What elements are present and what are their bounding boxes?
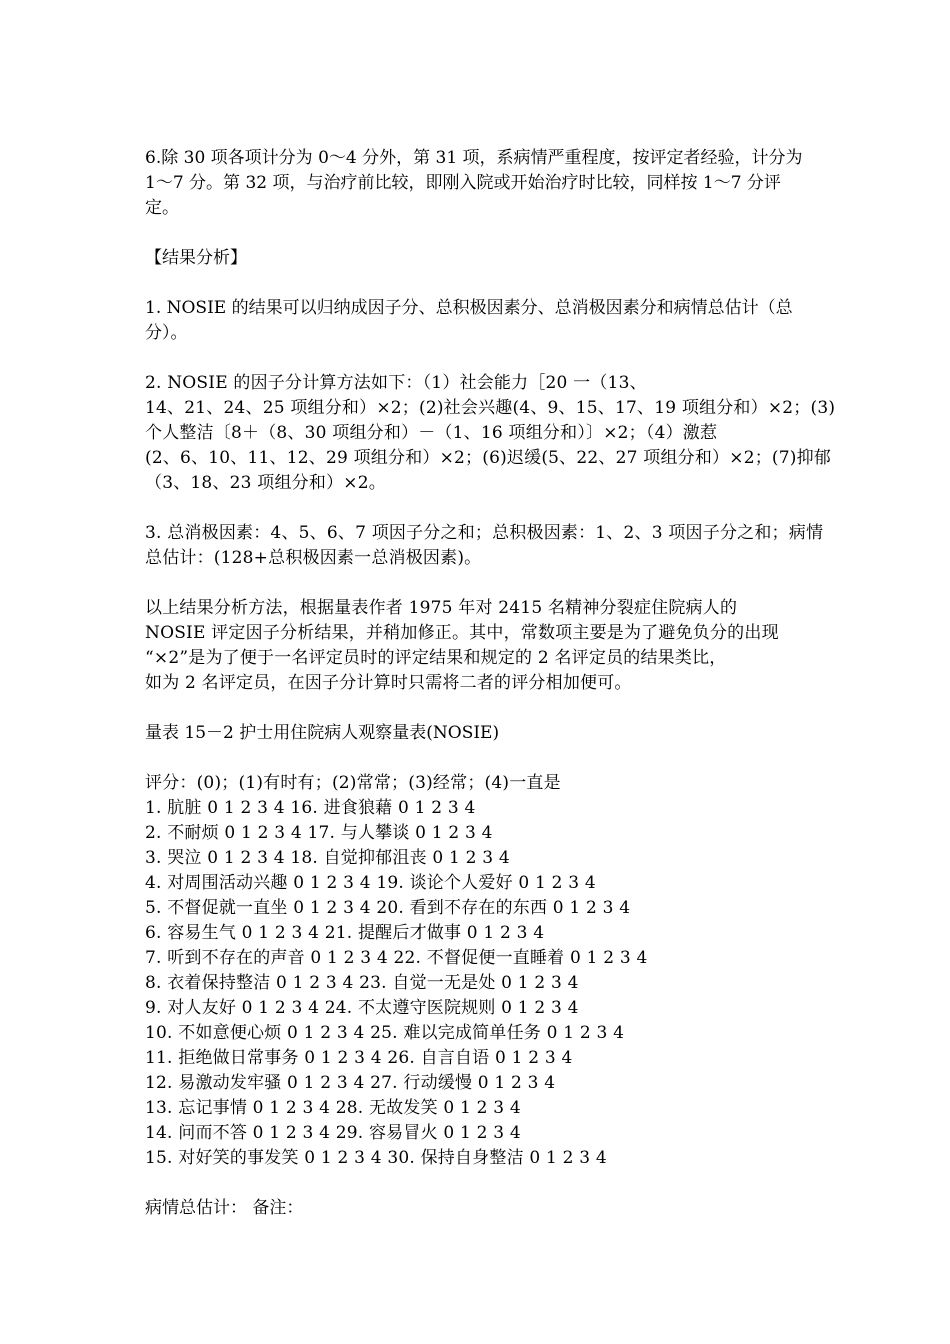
- analysis-item-1: 1. NOSIE 的结果可以归纳成因子分、总积极因素分、总消极因素分和病情总估计（总分）。: [145, 298, 793, 343]
- analysis-item-2-line: 个人整洁〔8＋（8、30 项组分和）－（1、16 项组分和）〕×2；（4）激惹: [145, 423, 718, 443]
- scoring-legend: 评分：(0)；(1)有时有；(2)常常；(3)经常；(4)一直是: [145, 773, 561, 793]
- spacer: [145, 1171, 811, 1196]
- score-list: [145, 771, 811, 1171]
- analysis-item-2-line: （3、18、23 项组分和）×2。: [145, 473, 386, 493]
- note-6: 6.除 30 项各项计分为 0～4 分外，第 31 项，系病情严重程度，按评定者经验，计分为 1～7 分。第 32 项，与治疗前比较，即刚入院或开始治疗时比较，同样按 1～7 分评定。: [145, 148, 803, 218]
- score-row: 3. 哭泣 0 1 2 3 4 18. 自觉抑郁沮丧 0 1 2 3 4: [145, 848, 510, 868]
- score-row: 10. 不如意便心烦 0 1 2 3 4 25. 难以完成简单任务 0 1 2 3 4: [145, 1023, 625, 1043]
- analysis-item-2-line: (2、6、10、11、12、29 项组分和）×2；(6)迟缓(5、22、27 项组分和）×2；(7)抑郁: [145, 448, 831, 468]
- summary-line: 如为 2 名评定员，在因子分计算时只需将二者的评分相加便可。: [145, 673, 632, 693]
- analysis-item-3-line: 3. 总消极因素：4、5、6、7 项因子分之和；总积极因素：1、2、3 项因子分之和；病情: [145, 523, 824, 543]
- summary-paragraph: [145, 596, 811, 696]
- score-row: 8. 衣着保持整洁 0 1 2 3 4 23. 自觉一无是处 0 1 2 3 4: [145, 973, 579, 993]
- score-row: 1. 肮脏 0 1 2 3 4 16. 进食狼藉 0 1 2 3 4: [145, 798, 476, 818]
- score-row: 12. 易激动发牢骚 0 1 2 3 4 27. 行动缓慢 0 1 2 3 4: [145, 1073, 556, 1093]
- summary-line: NOSIE 评定因子分析结果，并稍加修正。其中，常数项主要是为了避免负分的出现: [145, 623, 779, 643]
- spacer: [145, 746, 811, 771]
- analysis-item-2: [145, 371, 836, 496]
- score-row: 7. 听到不存在的声音 0 1 2 3 4 22. 不督促便一直睡着 0 1 2 3 4: [145, 948, 648, 968]
- score-row: 2. 不耐烦 0 1 2 3 4 17. 与人攀谈 0 1 2 3 4: [145, 823, 493, 843]
- spacer: [145, 571, 811, 596]
- spacer: [145, 271, 811, 296]
- spacer: [145, 346, 811, 371]
- score-row: 4. 对周围活动兴趣 0 1 2 3 4 19. 谈论个人爱好 0 1 2 3 4: [145, 873, 596, 893]
- analysis-item-2-line: 14、21、24、25 项组分和）×2；(2)社会兴趣(4、9、15、17、19 项组分和）×2；(3): [145, 398, 836, 418]
- score-row: 14. 问而不答 0 1 2 3 4 29. 容易冒火 0 1 2 3 4: [145, 1123, 521, 1143]
- spacer: [145, 696, 811, 721]
- score-row: 13. 忘记事情 0 1 2 3 4 28. 无故发笑 0 1 2 3 4: [145, 1098, 521, 1118]
- footer-line: 病情总估计： 备注：: [145, 1198, 304, 1218]
- spacer: [145, 496, 811, 521]
- score-row: 11. 拒绝做日常事务 0 1 2 3 4 26. 自言自语 0 1 2 3 4: [145, 1048, 573, 1068]
- score-row: 9. 对人友好 0 1 2 3 4 24. 不太遵守医院规则 0 1 2 3 4: [145, 998, 579, 1018]
- score-row: 5. 不督促就一直坐 0 1 2 3 4 20. 看到不存在的东西 0 1 2 3 4: [145, 898, 631, 918]
- analysis-item-3-line: 总估计：(128+总积极因素一总消极因素)。: [145, 548, 482, 568]
- score-row: 15. 对好笑的事发笑 0 1 2 3 4 30. 保持自身整洁 0 1 2 3 4: [145, 1148, 607, 1168]
- analysis-item-2-line: 2. NOSIE 的因子分计算方法如下：（1）社会能力［20 一（13、: [145, 373, 647, 393]
- document-page: [145, 146, 836, 1221]
- scale-title: 量表 15－2 护士用住院病人观察量表(NOSIE): [145, 723, 500, 743]
- section-title: 【结果分析】: [145, 248, 247, 268]
- score-row: 6. 容易生气 0 1 2 3 4 21. 提醒后才做事 0 1 2 3 4: [145, 923, 545, 943]
- analysis-item-3: [145, 521, 824, 571]
- summary-line: “×2”是为了便于一名评定员时的评定结果和规定的 2 名评定员的结果类比，: [145, 648, 727, 668]
- summary-line: 以上结果分析方法，根据量表作者 1975 年对 2415 名精神分裂症住院病人的: [145, 598, 738, 618]
- spacer: [145, 221, 811, 246]
